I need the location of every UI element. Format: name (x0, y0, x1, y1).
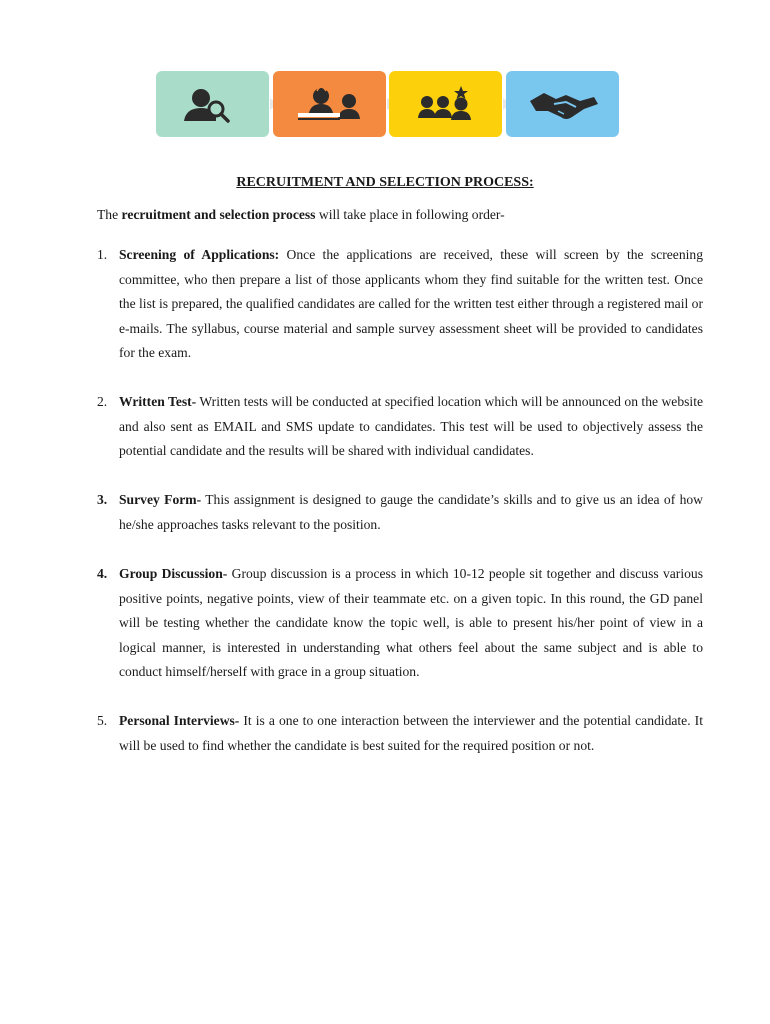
intro-prefix: The (97, 207, 122, 222)
list-item-survey-form (97, 488, 703, 537)
list-item-text: Once the applications are received, these will screen by the screening committee, who then prepare a list of those applicants whom they find suitable for the written test. Once the list is prepared, the qualified candidates are called for the written test either through a registered mail or e-mails. The syllabus, course material and sample survey assessment sheet will be provided to candidates for the exam. (119, 247, 704, 360)
list-item-heading: Survey Form- (119, 492, 202, 507)
list-item-text: This assignment is designed to gauge the candidate’s skills and to give us an idea of how he/she approaches tasks relevant to the position. (119, 492, 703, 532)
document-title: RECRUITMENT AND SELECTION PROCESS: (236, 175, 534, 190)
intro-paragraph (97, 207, 505, 223)
list-item-number: 3. (97, 492, 108, 507)
list-item-number: 5. (97, 713, 108, 728)
person-search-icon (156, 71, 269, 137)
list-item-heading: Screening of Applications: (119, 247, 280, 262)
list-item-personal-interviews (97, 709, 703, 758)
group-star-icon (389, 71, 502, 137)
list-item-heading: Personal Interviews- (119, 713, 240, 728)
process-banner (156, 71, 619, 137)
list-item-heading: Written Test- (119, 394, 197, 409)
list-item-number: 4. (97, 566, 108, 581)
interview-panel-icon (273, 71, 386, 137)
handshake-icon (506, 71, 619, 137)
list-item-screening (97, 243, 703, 366)
list-item-written-test (97, 390, 703, 464)
list-item-number: 2. (97, 394, 108, 409)
list-item-heading: Group Discussion- (119, 566, 228, 581)
intro-bold-term: recruitment and selection process (121, 207, 316, 222)
list-item-text: Written tests will be conducted at specified location which will be announced on the website and also sent as EMAIL and SMS update to candidates. This test will be used to objectively assess the potential candidate and the results will be shared with individual candidates. (119, 394, 703, 458)
list-item-group-discussion (97, 562, 703, 685)
list-item-text: Group discussion is a process in which 10-12 people sit together and discuss various positive points, negative points, view of their teammate etc. on a given topic. In this round, the GD panel will be testing whether the candidate know the topic well, is able to present his/her point of view in a logical manner, is interested in understanding what others feel about the same subject and is able to conduct himself/herself with grace in a group situation. (119, 566, 703, 679)
list-item-number: 1. (97, 247, 108, 262)
intro-suffix: will take place in following order- (315, 207, 505, 222)
list-item-text: It is a one to one interaction between the interviewer and the potential candidate. It will be used to find whether the candidate is best suited for the required position or not. (119, 713, 703, 753)
